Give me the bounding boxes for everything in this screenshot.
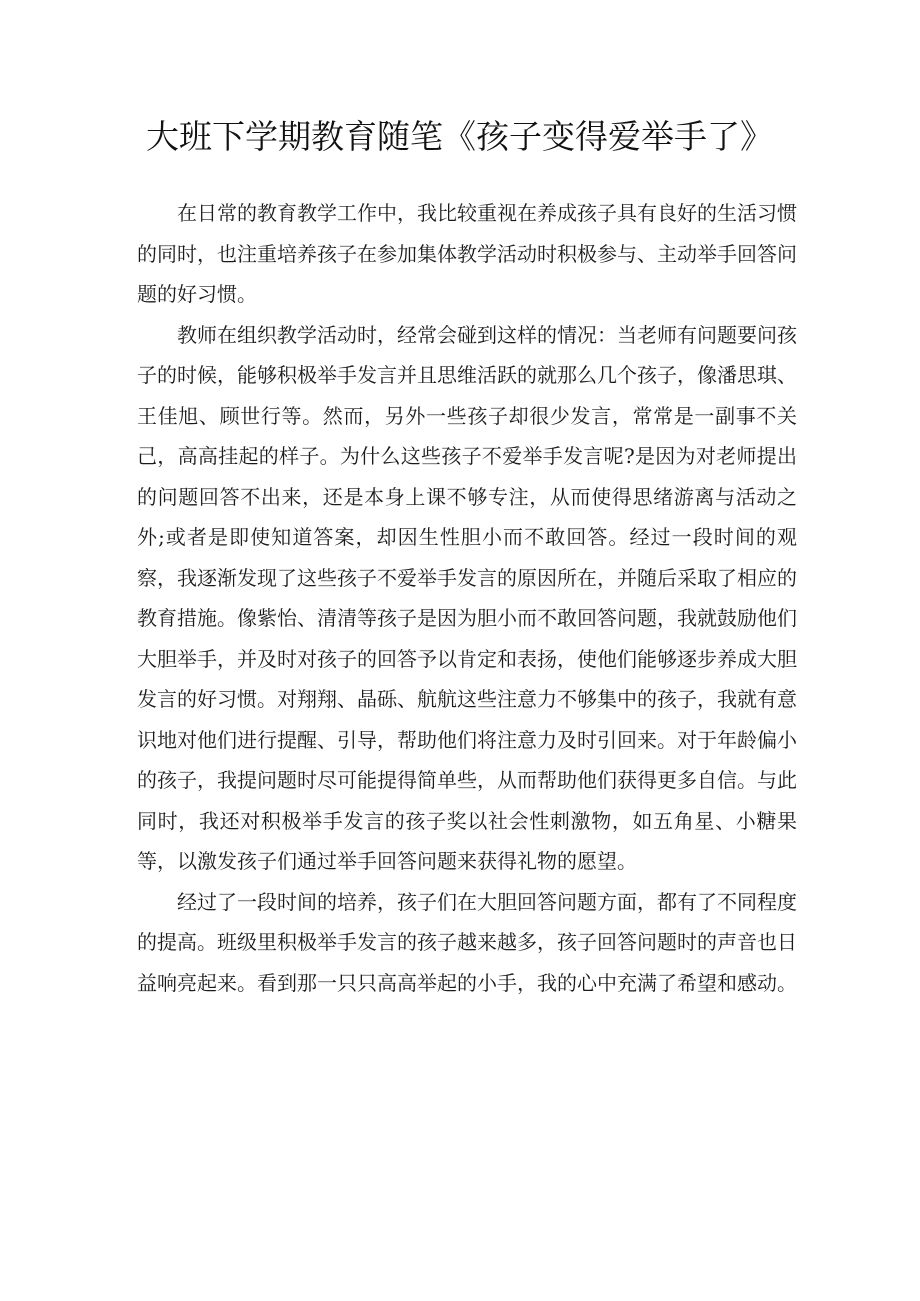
document-title: 大班下学期教育随笔《孩子变得爱举手了》 xyxy=(146,117,773,156)
document-body xyxy=(137,193,797,1003)
paragraph-2: 教师在组织教学活动时，经常会碰到这样的情况：当老师有问题要问孩子的时候，能够积极举手发言并且思维活跃的就那么几个孩子，像潘思琪、王佳旭、顾世行等。然而，另外一些孩子却很少发言，常常是一副事不关己，高高挂起的样子。为什么这些孩子不爱举手发言呢?是因为对老师提出的问题回答不出来，还是本身上课不够专注，从而使得思绪游离与活动之外;或者是即使知道答案，却因生性胆小而不敢回答。经过一段时间的观察，我逐渐发现了这些孩子不爱举手发言的原因所在，并随后采取了相应的教育措施。像紫怡、清清等孩子是因为胆小而不敢回答问题，我就鼓励他们大胆举手，并及时对孩子的回答予以肯定和表扬，使他们能够逐步养成大胆发言的好习惯。对翔翔、晶砾、航航这些注意力不够集中的孩子，我就有意识地对他们进行提醒、引导，帮助他们将注意力及时引回来。对于年龄偏小的孩子，我提问题时尽可能提得简单些，从而帮助他们获得更多自信。与此同时，我还对积极举手发言的孩子奖以社会性刺激物，如五角星、小糖果等，以激发孩子们通过举手回答问题来获得礼物的愿望。 xyxy=(137,322,797,873)
paragraph-3: 经过了一段时间的培养，孩子们在大胆回答问题方面，都有了不同程度的提高。班级里积极举手发言的孩子越来越多，孩子回答问题时的声音也日益响亮起来。看到那一只只高高举起的小手，我的心中充满了希望和感动。 xyxy=(137,889,797,995)
paragraph-1: 在日常的教育教学工作中，我比较重视在养成孩子具有良好的生活习惯的同时，也注重培养孩子在参加集体教学活动时积极参与、主动举手回答问题的好习惯。 xyxy=(137,201,797,306)
